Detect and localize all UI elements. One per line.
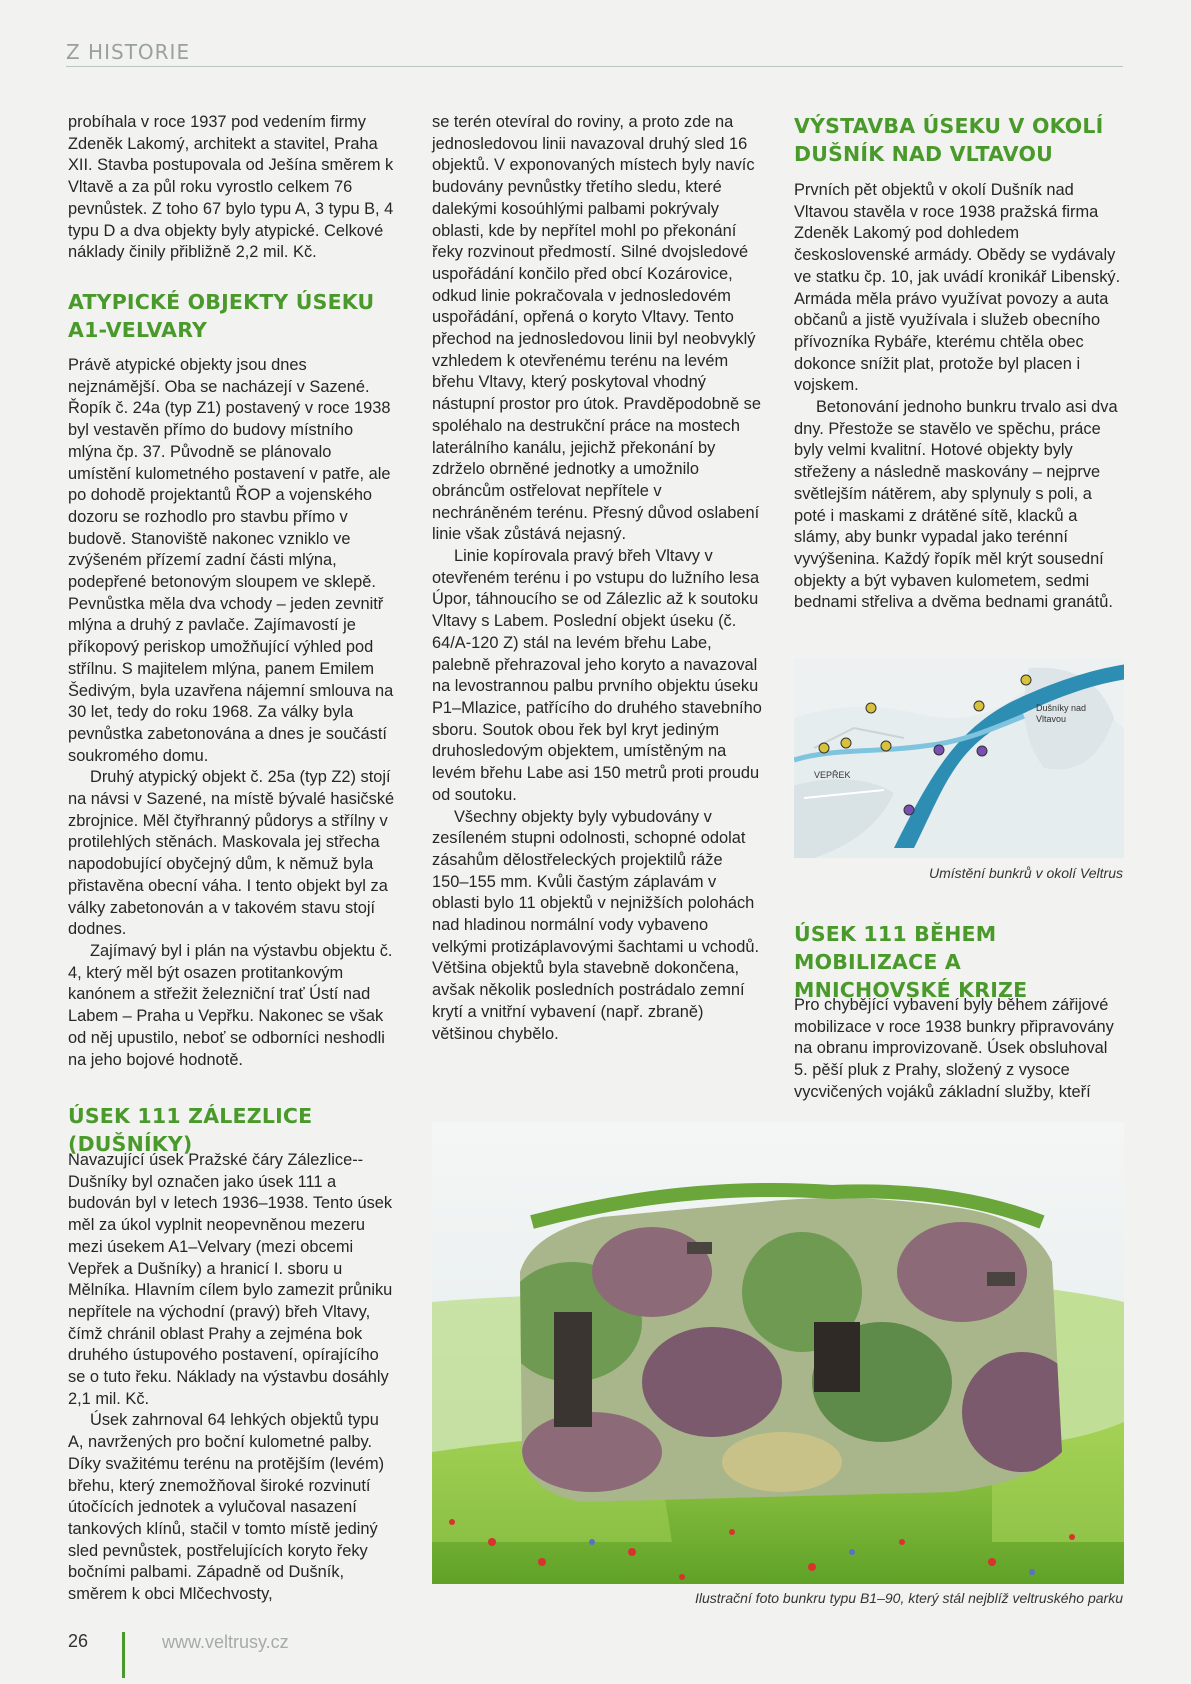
paragraph: Prvních pět objektů v okolí Dušník nad Vltavou stavěla v roce 1938 pražská firma Zdeněk Lakomý pod dohledem československé armády. Obědy se vydávaly ve statku čp. 10, jak uvádí kronikář Libenský. Armáda měla právo využívat povozy a auta občanů a jistě využívala i služeb obecního přívozníka Rybáře, kterému chtěla obec dokonce snížit plat, protože byl placen i vojskem. [794,181,1121,395]
footer-divider [122,1632,125,1678]
map-graphic [794,658,1124,858]
paragraph: Linie kopírovala pravý břeh Vltavy v otevřeném terénu i po vstupu do lužního lesa Úpor, táhnoucího se od Zálezlic až k soutoku Vltavy s Labem. Poslední objekt úseku (č. 64/A-120 Z) stál na levém břehu Labe, palebně přehrazoval jeho koryto a navazoval na levostrannou palbu prvního objektu úseku P1–Mlazice, patřícího do druhého stavebního sboru. Soutok obou řek byl kryt jediným druhosledovým objektem, umístěným na levém břehu Labe asi 150 metrů proti proudu od soutoku. [432,547,762,804]
heading-atypicke: ATYPICKÉ OBJEKTY ÚSEKU A1-VELVARY [68,290,375,342]
mobilizace-body [794,995,1124,1104]
usek111-body [68,1150,396,1606]
heading-mobilizace: ÚSEK 111 BĚHEM MOBILIZACE A MNICHOVSKÉ KRIZE [794,922,1028,1002]
paragraph: Úsek zahrnoval 64 lehkých objektů typu A, navržených pro boční kulometné palby. Díky svažitému terénu na protějším (levém) břehu, který znemožňoval široké rozvinutí útočících jednotek a vylučoval nasazení tankových klínů, stačil v tomto místě jediný sled pevnůstek, postřelujících koryto řeky bočními palbami. Západně od Dušník, směrem k obci Mlčechvosty, [68,1411,385,1604]
map-label-veprek: VEPŘEK [814,770,851,780]
paragraph: Druhý atypický objekt č. 25a (typ Z2) stojí na návsi v Sazené, na místě bývalé hasičské zbrojnice. Měl čtyřhranný půdorys a střílny v protilehlých stěnách. Maskovala jej střecha napodobující obyčejný dům, k němuž byla přistavěna obecní váha. I tento objekt byl za války zabetonován a v takovém stavu stojí dodnes. [68,768,395,939]
heading-vystavba: VÝSTAVBA ÚSEKU V OKOLÍ DUŠNÍK NAD VLTAVOU [794,114,1104,166]
footer-url[interactable]: www.veltrusy.cz [162,1632,289,1652]
page-number: 26 [68,1631,89,1651]
paragraph: se terén otevíral do roviny, a proto zde na jednosledovou linii navazoval druhý sled 16 objektů. V exponovaných místech byly navíc budovány pevnůstky třetího sledu, které dalekými kosoúhlými palbami pokrývaly oblasti, kde by nepřítel mohl po překonání řeky rozvinout předmostí. Silné dvojsledové uspořádání končilo před obcí Kozárovice, odkud linie pokračovala v jednosledovém uspořádání, opřená o koryto Vltavy. Tento přechod na jednosledovou linii byl neobvyklý vzhledem k otevřenému terénu na levém břehu Vltavy, který poskytoval vhodný nástupní prostor pro útok. Pravděpodobně se spoléhalo na destrukční práce na mostech laterálního kanálu, jejichž překonání by zdrželo obrněné jednotky a umožnilo obráncům ostřelovat nepřítele v nechráněném terénu. Přesný důvod oslabení linie však zůstává nejasný. [432,113,761,544]
bunker-map [794,658,1124,858]
map-label-dusniky: Dušníky nad Vltavou [1036,703,1087,724]
col2-body [432,112,762,1045]
paragraph: Navazující úsek Pražské čáry Zálezlice--Dušníky byl označen jako úsek 111 a budován byl v letech 1936–1938. Tento úsek měl za úkol vyplnit neopevněnou mezeru mezi úsekem A1–Velvary (mezi obcemi Vepřek a Dušníky) a hranicí I. sboru u Mělníka. Hlavním cílem bylo zamezit průniku nepřítele na východní (pravý) břeh Vltavy, čímž chránil oblast Prahy a zejména bok druhého ústupového postavení, opírajícího se o tuto řeku. Náklady na výstavbu dosáhly 2,1 mil. Kč. [68,1151,393,1408]
map-caption: Umístění bunkrů v okolí Veltrus [928,865,1123,881]
paragraph: Všechny objekty byly vybudovány v zesíleném stupni odolnosti, schopné odolat zásahům dělostřeleckých projektilů ráže 150–155 mm. Kvůli častým záplavám v oblasti bylo 11 objektů v nejnižších polohách nad hladinou normální vody vybaveno velkými protizáplavovými šachtami u vchodů. Většina objektů byla stavebně dokončena, avšak několik posledních postrádalo zemní krytí a vnitřní vybavení (např. zbraně) většinou chybělo. [432,807,760,1043]
section-label: Z HISTORIE [66,40,191,64]
paragraph: probíhala v roce 1937 pod vedením firmy Zdeněk Lakomý, architekt a stavitel, Praha XII. Stavba postupovala od Ješína směrem k Vltavě a za půl roku vyrostlo celkem 76 pevnůstek. Z toho 67 bylo typu A, 3 typu B, 4 typu D a dva objekty byly atypické. Celkové náklady činily přibližně 2,2 mil. Kč. [68,113,394,262]
section-vystavba [794,112,1124,168]
paragraph: Pro chybějící vybavení byly během zářijové mobilizace v roce 1938 bunkry připravovány na obranu improvizovaně. Úsek obsluhoval 5. pěší pluk z Prahy, složený z vysoce vycvičených vojáků základní služby, kteří [794,996,1114,1101]
section-atypicke [68,288,398,344]
paragraph: Betonování jednoho bunkru trvalo asi dva dny. Přestože se stavělo ve spěchu, práce byly velmi kvalitní. Hotové objekty byly střeženy a následně maskovány – nejprve světlejším nátěrem, aby splynuly s poli, a poté i maskami z drátěné sítě, klacků a slámy, aby bunkr vypadal jako terénní vyvýšenina. Každý řopík měl krýt sousední objekty a být vybaven kulometem, sedmi bednami střeliva a dvěma bednami granátů. [794,398,1118,612]
col1-intro [68,112,396,264]
bunker-photo [432,1122,1124,1584]
atypicke-body [68,355,396,1071]
header-rule [66,66,1123,67]
photo-caption: Ilustrační foto bunkru typu B1–90, který stál nejblíž veltruského parku [694,1590,1123,1606]
paragraph: Zajímavý byl i plán na výstavbu objektu č. 4, který měl být osazen protitankovým kanónem a střežit železniční trať Ústí nad Labem – Praha u Vepřku. Nakonec se však od něj upustilo, neboť se odborníci neshodli na jeho bojové hodnotě. [68,941,393,1069]
heading-usek111: ÚSEK 111 ZÁLEZLICE (DUŠNÍKY) [68,1104,313,1156]
paragraph: Právě atypické objekty jsou dnes nejznámější. Oba se nacházejí v Sazené. Řopík č. 24a (typ Z1) postavený v roce 1938 byl vestavěn přímo do budovy místního mlýna čp. 37. Původně se plánovalo umístění kulometného postavení v patře, ale po dohodě projektantů ŘOP a vojenského dozoru se rozhodlo pro stavbu přímo v budově. Stanoviště nakonec vzniklo ve zvýšeném přízemí zadní části mlýna, podepřené betonovým sloupem ve sklepě. Pevnůstka měla dva vchody – jeden zevnitř mlýna a druhý z pavlače. Zajímavostí je příkopový periskop umožňující výhled pod střílnu. S majitelem mlýna, panem Emilem Šedivým, byla uzavřena nájemní smlouva na 30 let, tedy do roku 1968. Za války byla pevnůstka zabetonována a dnes je součástí soukromého domu. [68,356,394,765]
section-mobilizace [794,920,1124,1004]
bunker-photo-graphic [432,1122,1124,1584]
vystavba-body [794,180,1124,614]
